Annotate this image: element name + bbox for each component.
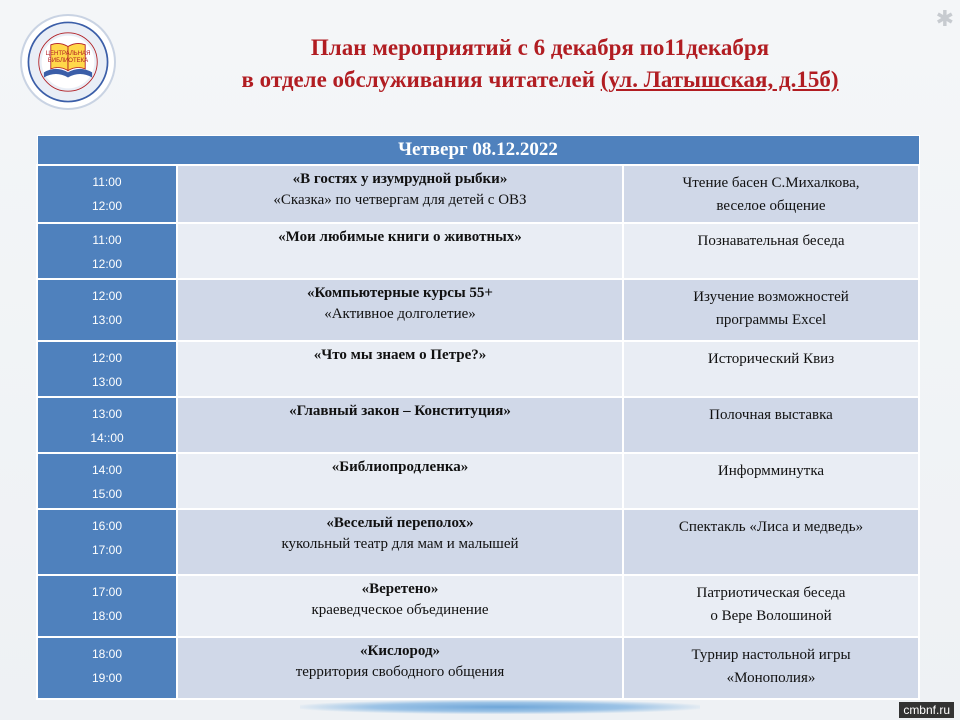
event-cell: [177, 453, 623, 509]
time-end: 14::00: [90, 431, 124, 445]
description-line-1: Информминутка: [717, 463, 825, 479]
event-cell: [177, 341, 623, 397]
time-start: 12:00: [91, 289, 123, 303]
description-cell: [623, 575, 919, 637]
library-logo: [20, 14, 116, 110]
description-line-1: Патриотическая беседа: [696, 585, 846, 601]
event-title: «Веретено»: [361, 581, 439, 597]
time-start: 16:00: [91, 519, 123, 533]
description-line-1: Чтение басен С.Михалкова,: [682, 175, 860, 191]
time-start: 13:00: [91, 407, 123, 421]
time-end: 17:00: [91, 543, 123, 557]
table-row: [37, 223, 919, 279]
event-subtitle: «Сказка» по четвергам для детей с ОВЗ: [273, 192, 527, 208]
time-cell: [37, 341, 177, 397]
time-start: 12:00: [91, 351, 123, 365]
table-row: [37, 279, 919, 341]
event-subtitle: кукольный театр для мам и малышей: [281, 536, 519, 552]
event-subtitle: территория свободного общения: [295, 664, 505, 680]
time-end: 18:00: [91, 609, 123, 623]
event-cell: [177, 279, 623, 341]
time-end: 19:00: [91, 671, 123, 685]
event-subtitle: краеведческое объединение: [311, 602, 489, 618]
description-cell: [623, 279, 919, 341]
event-cell: [177, 397, 623, 453]
page-title: [160, 32, 920, 96]
table-row: [37, 397, 919, 453]
event-cell: [177, 575, 623, 637]
title-line-2-prefix: в отделе обслуживания читателей: [241, 67, 601, 92]
description-cell: [623, 509, 919, 575]
table-row: [37, 637, 919, 699]
day-header: Четверг 08.12.2022: [37, 136, 919, 166]
table-row: [37, 453, 919, 509]
event-title: «В гостях у изумрудной рыбки»: [292, 171, 508, 187]
day-header-row: [37, 136, 919, 166]
table-row: [37, 575, 919, 637]
description-line-1: Полочная выставка: [709, 407, 833, 423]
watermark: cmbnf.ru: [899, 702, 954, 718]
description-cell: [623, 453, 919, 509]
event-title: «Компьютерные курсы 55+: [307, 285, 493, 301]
description-cell: [623, 223, 919, 279]
description-cell: [623, 397, 919, 453]
event-title: «Кислород»: [359, 643, 441, 659]
time-start: 18:00: [91, 647, 123, 661]
logo-text-top: ЦЕНТРАЛЬНАЯ: [45, 51, 91, 58]
description-line-1: Турнир настольной игры: [691, 647, 851, 663]
description-line-1: Изучение возможностей: [693, 289, 849, 305]
description-line-2: программы Excel: [715, 312, 827, 328]
time-cell: [37, 165, 177, 223]
time-end: 12:00: [91, 257, 123, 271]
time-cell: [37, 397, 177, 453]
time-start: 11:00: [92, 175, 122, 189]
title-line-2: [160, 64, 920, 96]
time-end: 13:00: [91, 375, 123, 389]
event-cell: [177, 223, 623, 279]
description-cell: [623, 637, 919, 699]
time-end: 15:00: [91, 487, 123, 501]
time-start: 17:00: [91, 585, 123, 599]
time-cell: [37, 575, 177, 637]
event-cell: [177, 165, 623, 223]
time-end: 13:00: [91, 313, 123, 327]
title-line-1: План мероприятий с 6 декабря по11декабря: [310, 35, 770, 60]
event-cell: [177, 637, 623, 699]
description-line-2: веселое общение: [716, 198, 826, 214]
decorative-glow-bar: [300, 700, 700, 714]
description-cell: [623, 341, 919, 397]
table-row: [37, 509, 919, 575]
event-subtitle: «Активное долголетие»: [324, 306, 476, 322]
description-line-2: «Монополия»: [726, 670, 816, 686]
event-title: «Мои любимые книги о животных»: [278, 229, 522, 245]
title-address: (ул. Латышская, д.15б): [600, 67, 839, 92]
description-line-1: Спектакль «Лиса и медведь»: [678, 519, 864, 535]
time-cell: [37, 453, 177, 509]
description-line-1: Исторический Квиз: [707, 351, 835, 367]
event-title: «Веселый переполох»: [326, 515, 474, 531]
time-start: 11:00: [92, 233, 122, 247]
description-line-2: о Вере Волошиной: [710, 608, 832, 624]
time-cell: [37, 637, 177, 699]
event-title: «Главный закон – Конституция»: [289, 403, 511, 419]
open-book-icon: [25, 19, 111, 105]
event-title: «Что мы знаем о Петре?»: [313, 347, 487, 363]
schedule-table: [36, 135, 920, 700]
time-start: 14:00: [91, 463, 123, 477]
description-line-1: Познавательная беседа: [697, 233, 845, 249]
table-row: [37, 341, 919, 397]
event-cell: [177, 509, 623, 575]
time-cell: [37, 223, 177, 279]
time-end: 12:00: [91, 199, 123, 213]
table-row: [37, 165, 919, 223]
logo-text-mid: БИБЛИОТЕКА: [47, 58, 89, 64]
star-decoration-icon: ✱: [935, 6, 954, 31]
time-cell: [37, 279, 177, 341]
time-cell: [37, 509, 177, 575]
event-title: «Библиопродленка»: [331, 459, 469, 475]
description-cell: [623, 165, 919, 223]
